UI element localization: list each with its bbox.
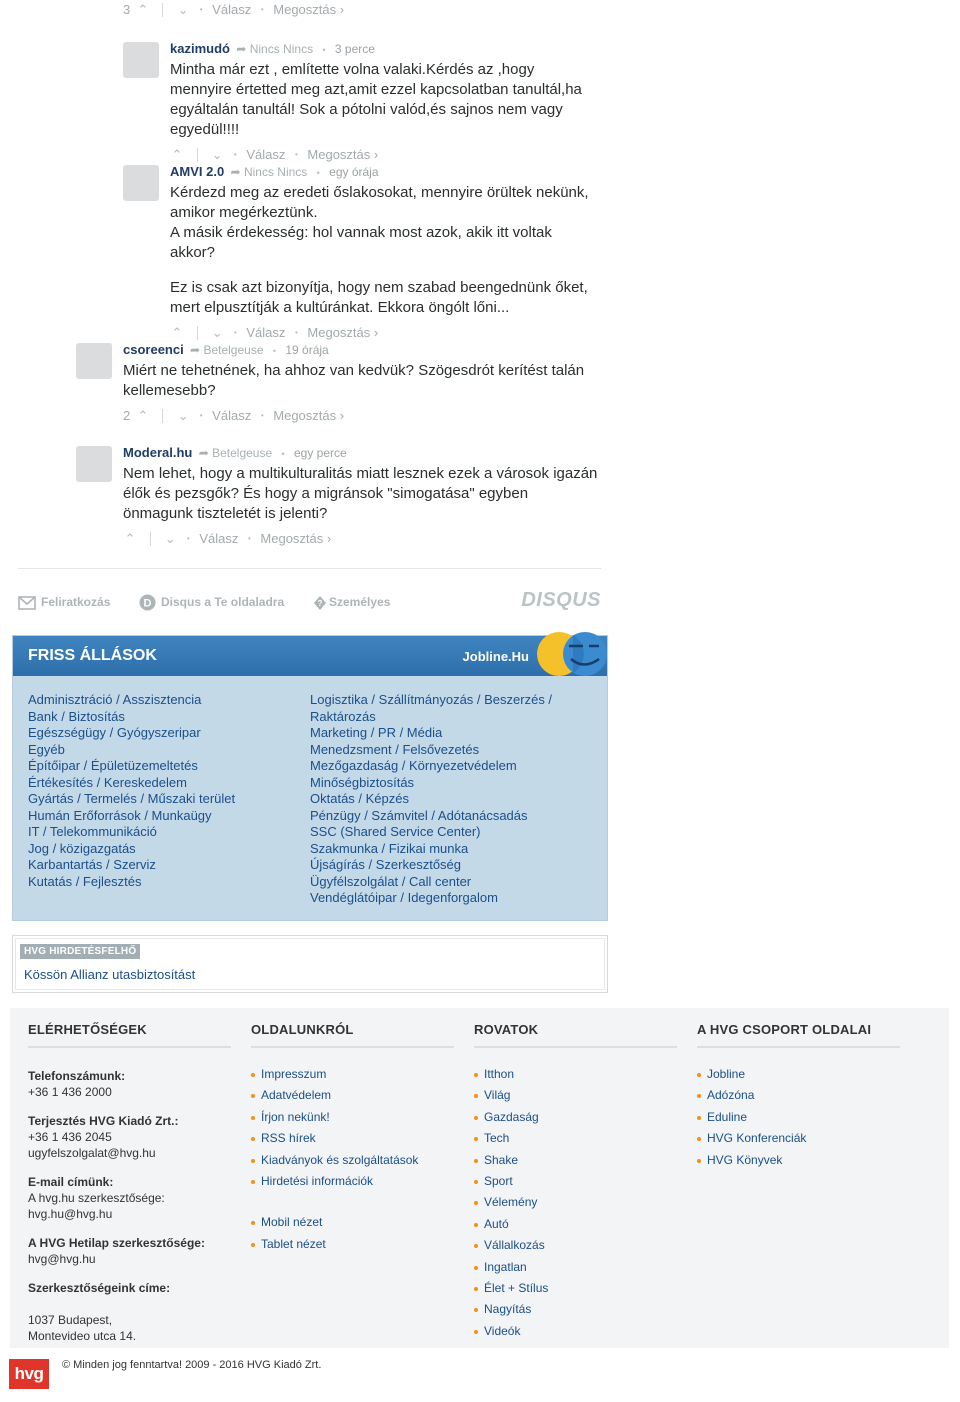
footer-section-link[interactable]: Itthon [474, 1064, 679, 1085]
jobs-title[interactable]: FRISS ÁLLÁSOK [28, 647, 157, 664]
job-category-link[interactable]: Marketing / PR / Média [310, 725, 443, 740]
avatar[interactable] [123, 42, 159, 78]
avatar[interactable] [76, 343, 112, 379]
contact-block [28, 1113, 233, 1161]
comment-author[interactable]: kazimudó [170, 41, 230, 56]
footer-section-link[interactable]: Vélemény [474, 1192, 679, 1213]
contact-value: +36 1 436 2000 [28, 1085, 112, 1099]
comment-meta: csoreenci ➦ Betelgeuse • 19 órája [123, 342, 329, 357]
footer-heading: ELÉRHETŐSÉGEK [28, 1022, 147, 1037]
job-category-link[interactable]: Karbantartás / Szerviz [28, 857, 156, 872]
footer-link[interactable]: Írjon nekünk! [251, 1107, 456, 1128]
footer-section-link[interactable]: Ingatlan [474, 1257, 679, 1278]
job-category-link[interactable]: Szakmunka / Fizikai munka [310, 840, 469, 856]
footer-group-link[interactable]: Adózóna [697, 1085, 902, 1106]
upvote-icon[interactable]: ⌃ [124, 530, 136, 546]
comment-time[interactable]: 3 perce [334, 42, 375, 56]
comment-meta: AMVI 2.0 ➦ Nincs Nincs • egy órája [170, 164, 379, 179]
comment-actions: ⌃ ⌄ • Válasz • Megosztás › [124, 530, 332, 546]
footer-section-link[interactable]: Videók [474, 1321, 679, 1342]
reply-to[interactable]: Nincs Nincs [243, 165, 308, 179]
footer-section-link[interactable]: Gazdaság [474, 1107, 679, 1128]
avatar[interactable] [76, 446, 112, 482]
job-category-link[interactable]: Egészségügy / Gyógyszeripar [28, 725, 201, 740]
job-category-link[interactable]: Újságírás / Szerkesztőség [310, 857, 462, 872]
jobline-smiley-icon [537, 632, 607, 676]
share-button[interactable]: Megosztás › [273, 1, 345, 17]
contact-value: 1037 Budapest, [28, 1313, 113, 1327]
contact-block [28, 1174, 233, 1222]
comment-paragraph: Kérdezd meg az eredeti őslakosokat, mennyire örültek nekünk, amikor megérkeztünk. A másik érdekesség: hol vannak most azok, akik itt voltak akkor? [170, 184, 589, 261]
share-button[interactable]: Megosztás › [273, 407, 345, 423]
contact-label: E-mail címünk: [28, 1175, 114, 1189]
ad-box [12, 935, 608, 993]
comment-author[interactable]: AMVI 2.0 [170, 164, 225, 179]
footer-group-link[interactable]: HVG Konferenciák [697, 1128, 902, 1149]
contact-label: Telefonszámunk: [28, 1069, 126, 1083]
contact-value: ugyfelszolgalat@hvg.hu [28, 1146, 156, 1160]
upvote-icon[interactable]: ⌃ [137, 1, 149, 17]
pages-list [251, 1064, 456, 1255]
ad-link[interactable]: Kössön Allianz utasbiztosítást [24, 967, 196, 982]
contact-value: +36 1 436 2045 [28, 1130, 112, 1144]
svg-text:?: ? [317, 598, 323, 608]
ad-badge: HVG HIRDETÉSFELHŐ [20, 944, 140, 959]
contact-label: Szerkesztőségeink címe: [28, 1281, 171, 1295]
comment-meta: Moderal.hu ➦ Betelgeuse • egy perce [123, 445, 347, 460]
group-list [697, 1064, 902, 1171]
subscribe-link[interactable] [18, 592, 110, 612]
contact-value: hvg@hvg.hu [28, 1252, 96, 1266]
disqus-d-icon [139, 594, 156, 611]
contact-value [28, 1296, 233, 1312]
comment-paragraph: Mintha már ezt , említette volna valaki.Kérdés az ,hogy mennyire értetted meg azt,amit ezzel kapcsolatban tanultál,ha egyáltalán tanultál! Sok a pótolni valód,és sajnos nem vagy egyedül!!!! [170, 61, 582, 138]
contact-label: Terjesztés HVG Kiadó Zrt.: [28, 1114, 179, 1128]
comment-actions: ⌃ ⌄ • Válasz • Megosztás › [171, 324, 379, 340]
upvote-count: 2 [123, 407, 131, 423]
comment-actions: 2 ⌃ ⌄ • Válasz • Megosztás › [123, 407, 345, 423]
footer-col-sections [474, 1022, 679, 1342]
reply-arrow-icon: ➦ [190, 343, 201, 357]
comment-text [123, 464, 598, 524]
reply-arrow-icon: ➦ [236, 42, 247, 56]
share-button[interactable]: Megosztás › [260, 530, 332, 546]
contact-value: hvg.hu@hvg.hu [28, 1207, 113, 1221]
contact-value: Montevideo utca 14. [28, 1329, 137, 1343]
page-footer [10, 1008, 949, 1348]
job-category-link[interactable]: Bank / Biztosítás [28, 708, 125, 724]
reply-arrow-icon: ➦ [230, 165, 241, 179]
jobs-box [12, 635, 608, 921]
footer-group-link[interactable]: HVG Könyvek [697, 1150, 902, 1171]
contact-block [28, 1068, 233, 1100]
footer-link[interactable]: Hirdetési információk [251, 1171, 456, 1192]
footer-col-group [697, 1022, 902, 1171]
comment-time[interactable]: 19 órája [285, 343, 329, 357]
downvote-icon[interactable]: ⌄ [211, 324, 223, 340]
job-category-link[interactable]: IT / Telekommunikáció [28, 824, 157, 839]
comment-time[interactable]: egy órája [329, 165, 379, 179]
jobs-header [13, 636, 607, 676]
comment-paragraph: Miért ne tehetnének, ha ahhoz van kedvük? Szögesdrót kerítést talán kellemesebb? [123, 362, 585, 399]
footer-section-link[interactable]: Sport [474, 1171, 679, 1192]
comment-text [123, 361, 593, 401]
footer-section-link[interactable]: Autó [474, 1214, 679, 1235]
footer-link[interactable]: RSS hírek [251, 1128, 456, 1149]
footer-link[interactable]: Kiadványok és szolgáltatások [251, 1150, 456, 1171]
comment-actions: 3 ⌃ ⌄ • Válasz • Megosztás › [123, 1, 345, 17]
comment-meta: kazimudó ➦ Nincs Nincs • 3 perce [170, 41, 375, 56]
disqus-logo[interactable]: DISQUS [521, 589, 601, 611]
svg-text:D: D [143, 597, 152, 610]
footer-section-link[interactable]: Vállalkozás [474, 1235, 679, 1256]
jobline-brand[interactable]: Jobline.Hu [462, 649, 529, 664]
subscribe-label: Feliratkozás [41, 595, 111, 609]
job-category-link[interactable]: Jog / közigazgatás [28, 840, 136, 856]
job-category-link[interactable]: Egyéb [28, 741, 65, 757]
job-category-link[interactable]: Logisztika / Szállítmányozás / Beszerzés / [310, 692, 553, 707]
job-category-link[interactable]: Menedzsment / Felsővezetés [310, 741, 480, 757]
downvote-icon[interactable]: ⌄ [211, 146, 223, 162]
reply-button[interactable]: Válasz [246, 146, 286, 162]
job-category-link[interactable]: Pénzügy / Számvitel / Adótanácsadás [310, 807, 528, 823]
footer-link[interactable]: Impresszum [251, 1064, 456, 1085]
divider [18, 568, 601, 569]
reply-to[interactable]: Nincs Nincs [249, 42, 314, 56]
job-category-link[interactable]: Gyártás / Termelés / Műszaki terület [28, 791, 236, 806]
comment-author[interactable]: csoreenci [123, 342, 184, 357]
job-category-link[interactable]: SSC (Shared Service Center) [310, 824, 481, 839]
reply-button[interactable]: Válasz [212, 407, 252, 423]
upvote-icon[interactable]: ⌃ [171, 146, 183, 162]
comment-paragraph: Nem lehet, hogy a multikulturalitás miatt lesznek ezek a városok igazán élők és pezsgők? És hogy a migránsok "simogatása" egyben önmagunk tiszteletét is jelenti? [123, 465, 598, 522]
disqus-footer [18, 589, 601, 612]
job-category-link[interactable]: Értékesítés / Kereskedelem [28, 774, 187, 790]
privacy-link[interactable] [313, 592, 390, 612]
job-category-link[interactable]: Adminisztráció / Asszisztencia [28, 692, 202, 707]
job-category-link[interactable]: Építőipar / Épületüzemeltetés [28, 758, 198, 773]
contact-list [28, 1068, 233, 1344]
comment-actions: ⌃ ⌄ • Válasz • Megosztás › [171, 146, 379, 162]
downvote-icon[interactable]: ⌄ [177, 1, 189, 17]
comment-text [170, 60, 600, 140]
share-button[interactable]: Megosztás › [307, 324, 379, 340]
contact-block [28, 1280, 233, 1344]
job-category-link[interactable]: Ügyfélszolgálat / Call center [310, 873, 472, 889]
job-category-link[interactable]: Raktározás [310, 708, 376, 724]
envelope-icon [18, 596, 36, 610]
footer-section-link[interactable]: Shake [474, 1150, 679, 1171]
footer-section-link[interactable]: Élet + Stílus [474, 1278, 679, 1299]
footer-section-link[interactable]: Nagyítás [474, 1299, 679, 1320]
footer-link[interactable]: Adatvédelem [251, 1085, 456, 1106]
reply-to[interactable]: Betelgeuse [212, 446, 273, 460]
jobs-category-list-right [310, 692, 552, 907]
reply-button[interactable]: Válasz [246, 324, 286, 340]
reply-to[interactable]: Betelgeuse [203, 343, 264, 357]
job-category-link[interactable]: Vendéglátóipar / Idegenforgalom [310, 890, 498, 905]
footer-link[interactable]: Tablet nézet [251, 1234, 456, 1255]
add-disqus-label: Disqus a Te oldaladra [161, 595, 285, 609]
job-category-link[interactable]: Kutatás / Fejlesztés [28, 873, 142, 889]
comment-time[interactable]: egy perce [293, 446, 347, 460]
footer-col-contacts [28, 1022, 233, 1357]
copyright-text: © Minden jog fenntartva! 2009 - 2016 HVG Kiadó Zrt. [62, 1359, 322, 1371]
footer-heading: A HVG CSOPORT OLDALAI [697, 1022, 872, 1037]
privacy-label: Személyes [329, 595, 391, 609]
add-disqus-link[interactable] [139, 592, 284, 612]
footer-group-link[interactable]: Eduline [697, 1107, 902, 1128]
upvote-count: 3 [123, 1, 131, 17]
comment-text [170, 183, 600, 318]
share-button[interactable]: Megosztás › [307, 146, 379, 162]
contact-label: A HVG Hetilap szerkesztősége: [28, 1236, 205, 1250]
contact-block [28, 1235, 233, 1267]
footer-link[interactable]: Mobil nézet [251, 1212, 456, 1233]
downvote-icon[interactable]: ⌄ [164, 530, 176, 546]
avatar[interactable] [123, 165, 159, 201]
job-category-link[interactable]: Minőségbiztosítás [310, 774, 415, 790]
contact-value: A hvg.hu szerkesztősége: [28, 1191, 165, 1205]
comment-paragraph: Ez is csak azt bizonyítja, hogy nem szabad beengednünk őket, mert elpusztítják a kultúránkat. Ekkora öngólt lőni... [170, 279, 588, 316]
comment-author[interactable]: Moderal.hu [123, 445, 193, 460]
upvote-icon[interactable]: ⌃ [137, 407, 149, 423]
footer-col-pages [251, 1022, 456, 1255]
reply-arrow-icon: ➦ [198, 446, 209, 460]
upvote-icon[interactable]: ⌃ [171, 324, 183, 340]
sections-list [474, 1064, 679, 1342]
footer-group-link[interactable]: Jobline [697, 1064, 902, 1085]
footer-section-link[interactable]: Világ [474, 1085, 679, 1106]
job-category-link[interactable]: Oktatás / Képzés [310, 791, 409, 806]
footer-heading: OLDALUNKRÓL [251, 1022, 354, 1037]
reply-button[interactable]: Válasz [212, 1, 252, 17]
jobs-category-list-left [28, 692, 235, 890]
job-category-link[interactable]: Humán Erőforrások / Munkaügy [28, 807, 212, 823]
job-category-link[interactable]: Mezőgazdaság / Környezetvédelem [310, 758, 517, 773]
downvote-icon[interactable]: ⌄ [177, 407, 189, 423]
footer-section-link[interactable]: Tech [474, 1128, 679, 1149]
hvg-logo[interactable]: hvg [9, 1359, 49, 1389]
lock-icon [313, 595, 327, 611]
footer-heading: ROVATOK [474, 1022, 539, 1037]
reply-button[interactable]: Válasz [199, 530, 239, 546]
